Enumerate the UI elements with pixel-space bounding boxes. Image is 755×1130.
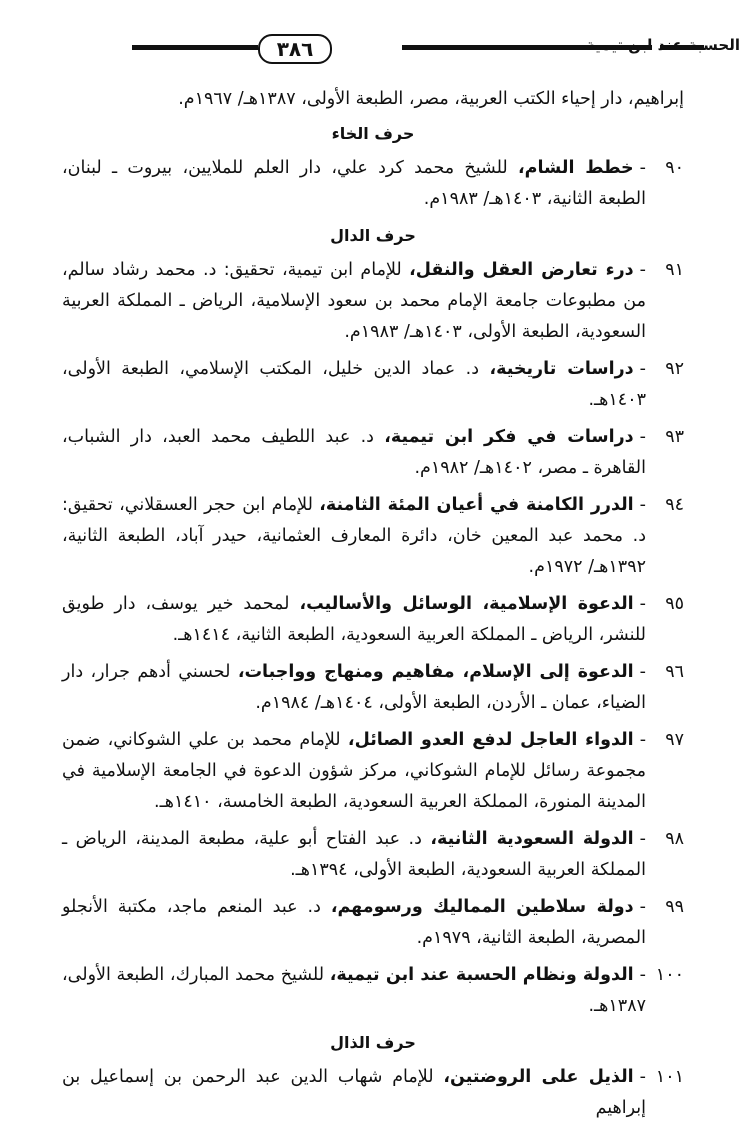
entry-dash: - xyxy=(639,495,646,515)
entry-number: ٩٦ xyxy=(665,662,684,682)
bibliography-entry xyxy=(62,892,684,954)
entry-body xyxy=(62,589,646,651)
entry-number: ٩٠ xyxy=(665,158,684,178)
page-number-text: ٣٨٦ xyxy=(276,37,314,61)
bibliography-entry xyxy=(62,657,684,719)
entry-title: دراسات في فكر ابن تيمية، xyxy=(384,427,634,447)
entry-dash: - xyxy=(639,260,646,280)
entry-number: ٩١ xyxy=(665,260,684,280)
section-heading: حرف الدال xyxy=(330,226,416,245)
entry-title: دولة سلاطين المماليك ورسومهم، xyxy=(330,897,634,917)
entry-title: الدرر الكامنة في أعيان المئة الثامنة، xyxy=(319,495,634,515)
bibliography-sections xyxy=(62,119,684,1124)
entry-body xyxy=(62,892,646,954)
entry-title: الذيل على الروضتين، xyxy=(443,1067,634,1087)
entry-body xyxy=(62,422,646,484)
entry-title: دراسات تاريخية، xyxy=(489,359,634,379)
entry-title: الدعوة إلى الإسلام، مفاهيم ومنهاج وواجبات، xyxy=(237,662,634,682)
entry-title: درء تعارض العقل والنقل، xyxy=(409,260,634,280)
entry-number: ٩٢ xyxy=(665,359,684,379)
entry-number: ١٠١ xyxy=(655,1067,684,1087)
bibliography-entry xyxy=(62,824,684,886)
entry-body xyxy=(62,1062,646,1124)
entry-body xyxy=(62,490,646,583)
bibliography-entry xyxy=(62,422,684,484)
entry-dash: - xyxy=(639,158,646,178)
page-header xyxy=(62,32,740,66)
entry-number: ٩٤ xyxy=(665,495,684,515)
entry-dash: - xyxy=(639,359,646,379)
entry-details: للإمام ابن حجر العسقلاني، تحقيق: د. محمد عبد المعين خان، دائرة المعارف العثمانية، حيدر آباد، الطبعة الثانية، ١٣٩٢هـ/ ١٩٧٢م. xyxy=(62,495,646,577)
entry-title: الدولة السعودية الثانية، xyxy=(430,829,634,849)
entry-details: د. عماد الدين خليل، المكتب الإسلامي، الطبعة الأولى، ١٤٠٣هـ. xyxy=(62,359,646,410)
entry-title: الدواء العاجل لدفع العدو الصائل، xyxy=(347,730,634,750)
entry-number: ١٠٠ xyxy=(655,965,684,985)
entry-details: د. عبد اللطيف محمد العبد، دار الشباب، القاهرة ـ مصر، ١٤٠٢هـ/ ١٩٨٢م. xyxy=(62,427,646,478)
entry-body xyxy=(62,657,646,719)
entry-dash: - xyxy=(639,1067,646,1087)
entry-details: د. عبد الفتاح أبو علية، مطبعة المدينة، الرياض ـ المملكة العربية السعودية، الطبعة الأولى، ١٣٩٤هـ. xyxy=(62,829,646,880)
entry-dash: - xyxy=(639,730,647,750)
entry-title: خطط الشام، xyxy=(518,158,634,178)
bibliography-entry xyxy=(62,354,684,416)
entry-number: ٩٣ xyxy=(665,427,684,447)
header-bar-left xyxy=(132,45,176,50)
entry-dash: - xyxy=(639,897,646,917)
bibliography-entry xyxy=(62,1062,684,1124)
entry-title: الدعوة الإسلامية، الوسائل والأساليب، xyxy=(299,594,634,614)
page-number xyxy=(258,34,332,64)
entry-body xyxy=(62,824,646,886)
entry-body xyxy=(62,960,646,1022)
entry-title: الدولة ونظام الحسبة عند ابن تيمية، xyxy=(329,965,634,985)
entry-body xyxy=(62,354,646,416)
section-heading: حرف الخاء xyxy=(331,124,415,143)
entry-details: للشيخ محمد كرد علي، دار العلم للملايين، بيروت ـ لبنان، الطبعة الثانية، ١٤٠٣هـ/ ١٩٨٣م. xyxy=(62,158,646,209)
entry-details: لمحمد خير يوسف، دار طويق للنشر، الرياض ـ المملكة العربية السعودية، الطبعة الثانية، ١٤١٤هـ. xyxy=(62,594,646,645)
bibliography-entry xyxy=(62,153,684,215)
entry-number: ٩٧ xyxy=(665,730,684,750)
entry-body xyxy=(62,725,646,818)
entry-dash: - xyxy=(639,427,646,447)
entry-details: د. عبد المنعم ماجد، مكتبة الأنجلو المصرية، الطبعة الثانية، ١٩٧٩م. xyxy=(62,897,646,948)
bibliography-content xyxy=(62,84,684,1130)
entry-dash: - xyxy=(639,662,646,682)
entry-body xyxy=(62,255,646,348)
bibliography-entry xyxy=(62,255,684,348)
bibliography-entry xyxy=(62,960,684,1022)
entry-details: للشيخ محمد المبارك، الطبعة الأولى، ١٣٨٧هـ. xyxy=(62,965,646,1016)
entry-details: لحسني أدهم جرار، دار الضياء، عمان ـ الأردن، الطبعة الأولى، ١٤٠٤هـ/ ١٩٨٤م. xyxy=(62,662,646,713)
entry-details: للإمام ابن تيمية، تحقيق: د. محمد رشاد سالم، من مطبوعات جامعة الإمام محمد بن سعود الإسلامية، الرياض ـ المملكة العربية السعودية، الطبعة الأولى، ١٤٠٣هـ/ ١٩٨٣م. xyxy=(62,260,646,342)
continuation-text: إبراهيم، دار إحياء الكتب العربية، مصر، الطبعة الأولى، ١٣٨٧هـ/ ١٩٦٧م. xyxy=(178,89,684,109)
section-heading: حرف الذال xyxy=(330,1033,416,1052)
entry-dash: - xyxy=(639,965,646,985)
entry-details: للإمام محمد بن علي الشوكاني، ضمن مجموعة رسائل للإمام الشوكاني، مركز شؤون الدعوة في الجامعة الإسلامية في المدينة المنورة، المملكة العربية السعودية، الطبعة الخامسة، ١٤١٠هـ. xyxy=(62,730,646,812)
bibliography-entry xyxy=(62,725,684,818)
entry-details: للإمام شهاب الدين عبد الرحمن بن إسماعيل بن إبراهيم xyxy=(62,1067,646,1118)
entry-dash: - xyxy=(639,594,646,614)
entry-number: ٩٥ xyxy=(665,594,684,614)
bibliography-entry xyxy=(62,490,684,583)
entry-number: ٩٨ xyxy=(665,829,684,849)
entry-number: ٩٩ xyxy=(665,897,684,917)
entry-dash: - xyxy=(639,829,646,849)
entry-body xyxy=(62,153,646,215)
running-title: الحسبة عند ابن تيمية xyxy=(585,36,740,54)
bibliography-entry xyxy=(62,589,684,651)
